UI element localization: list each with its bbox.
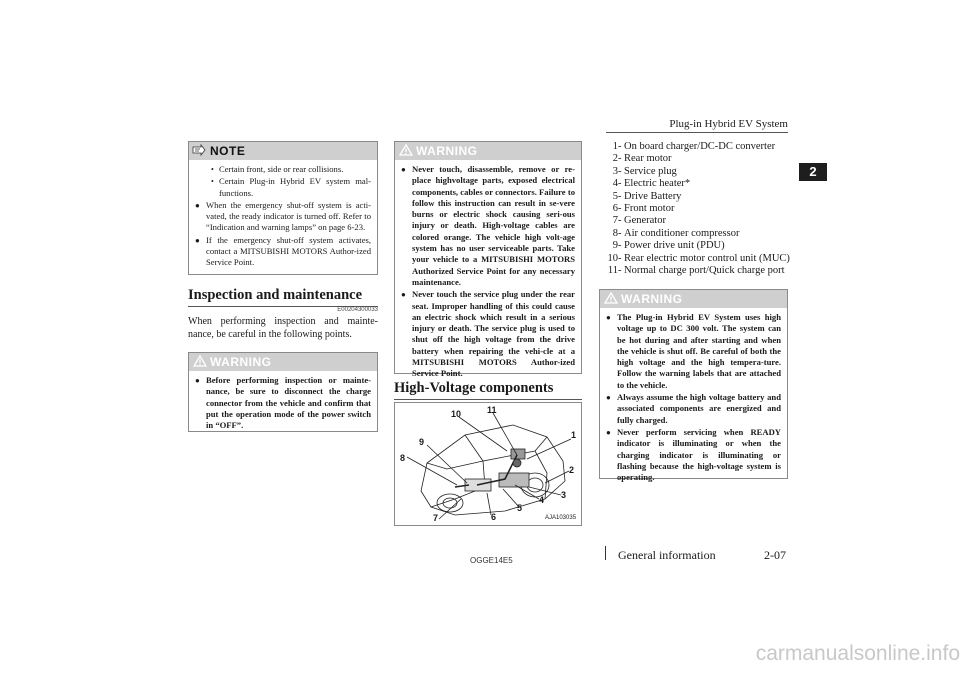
callout-4: 4 [539, 495, 545, 505]
component-item: 4 - Electric heater* [612, 178, 691, 190]
hv-system-warning-box [599, 289, 788, 483]
bullet-circle: ● [401, 165, 406, 174]
running-title: Plug-in Hybrid EV System [669, 118, 788, 130]
footer-rule [605, 546, 606, 560]
bullet-circle: ● [606, 313, 611, 322]
note-icon [192, 144, 206, 159]
doc-code: OGGE14E5 [470, 556, 513, 565]
bullet-circle: ● [606, 427, 611, 437]
callout-6: 6 [491, 512, 497, 522]
warning-item: ● Before performing inspection or mainte-nance, be sure to disconnect the charge connector from the vehicle and confirm that put the operation mode of the power switch in “OFF”. [195, 375, 371, 431]
component-item: 2 - Rear motor [612, 153, 672, 165]
note-item: ● When the emergency shut-off system is acti-vated, the ready indicator is turned off. Refer to “Indication and warning lamps” on page 6-23. [195, 199, 371, 233]
note-box [188, 141, 378, 275]
inspection-section [188, 287, 378, 341]
bullet-circle: ● [606, 393, 611, 403]
header-rule [606, 132, 788, 133]
note-header [189, 142, 377, 160]
warning-header [600, 290, 787, 308]
callout-3: 3 [561, 490, 567, 500]
chapter-tab: 2 [799, 163, 827, 181]
component-item: 6 - Front motor [612, 203, 675, 215]
callout-8: 8 [400, 453, 406, 463]
warning-header [189, 353, 377, 371]
inspection-warning-box [188, 352, 378, 432]
warning-body [189, 371, 377, 438]
warning-triangle-icon [399, 144, 413, 159]
bullet-circle: ● [401, 290, 406, 300]
warning-triangle-icon [604, 292, 618, 307]
component-item: 5 - Drive Battery [612, 190, 682, 202]
callout-5: 5 [517, 503, 523, 513]
hv-warning-box [394, 141, 582, 379]
warning-item: ● Always assume the high voltage battery and associated components are energized and fully charged. [606, 392, 781, 425]
note-subitem: • Certain Plug-in Hybrid EV system mal-functions. [211, 176, 371, 198]
bullet-circle: ● [195, 235, 200, 245]
footer-section-title: General information [618, 548, 716, 562]
car-diagram [395, 403, 581, 525]
note-item: ● If the emergency shut-off system activates, contact a MITSUBISHI MOTORS Author-ized Service Point. [195, 234, 371, 268]
inspection-heading: Inspection and maintenance [188, 287, 378, 307]
warning-title: WARNING [621, 292, 683, 306]
callout-7: 7 [433, 513, 439, 523]
callout-1: 1 [571, 430, 577, 440]
warning-body [600, 308, 787, 490]
page-number: 2-07 [764, 548, 786, 562]
warning-body [395, 160, 581, 387]
component-item: 10 - Rear electric motor control unit (MUC) [607, 252, 790, 264]
bullet-dot: • [211, 165, 214, 174]
warning-item: ● Never touch, disassemble, remove or re-place highvoltage parts, exposed electrical components, cables or connectors. Failure to follow this instruction can result in se-vere burns or electric shock causing seri-ous injury or death. High-voltage cables are colored orange. The vehicle high volt-age system has no user serviceable parts. Take your vehicle to a MITSUBISHI MOTORS Authorized Service Point for any necessary maintenance. [401, 164, 575, 287]
bullet-circle: ● [195, 200, 200, 210]
warning-title: WARNING [210, 355, 272, 369]
hv-components-heading: High-Voltage components [394, 380, 582, 400]
inspection-text: When performing inspection and mainte-nance, be careful in the following points. [188, 316, 378, 340]
figure-code: AJA103035 [545, 515, 577, 521]
callout-2: 2 [569, 465, 575, 475]
note-body [189, 160, 377, 276]
warning-item: ● Never touch the service plug under the rear seat. Improper handling of this could cause an electric shock which result in a serious injury or death. The service plug is used to shut off the high voltage from the drive battery when repairing the vehi-cle at a MITSUBISHI MOTORS Author-ized Service Point. [401, 289, 575, 379]
component-item: 1 - On board charger/DC-DC converter [612, 141, 776, 152]
component-list [600, 141, 790, 277]
hv-components-figure [394, 402, 582, 526]
component-item: 8 - Air conditioner compressor [612, 227, 740, 239]
callout-11: 11 [487, 405, 497, 415]
bullet-circle: ● [195, 376, 200, 385]
note-subitem: • Certain front, side or rear collisions. [211, 164, 344, 174]
watermark: carmanualsonline.info [755, 642, 960, 665]
callout-10: 10 [451, 409, 462, 419]
note-title: NOTE [210, 144, 246, 158]
bullet-dot: • [211, 177, 214, 187]
warning-triangle-icon [193, 355, 207, 370]
component-item: 7 - Generator [612, 215, 666, 227]
callout-9: 9 [419, 437, 425, 447]
component-item: 3 - Service plug [612, 165, 677, 177]
warning-item: ● Never perform servicing when READY indicator is illuminating or when the charging indicator is illuminating or flashing because the high-voltage system is operating. [606, 426, 781, 483]
component-item: 11 - Normal charge port/Quick charge port [607, 265, 785, 277]
warning-title: WARNING [416, 144, 478, 158]
warning-header [395, 142, 581, 160]
warning-item: ● The Plug-in Hybrid EV System uses high voltage up to DC 300 volt. The system can be hot during and after starting and when the vehicle is shut off. Be careful of both the high voltage and the high tempera-ture. Follow the warning labels that are attached to the vehicle. [606, 312, 781, 390]
inspection-code: E00204300033 [337, 307, 378, 313]
component-item: 9 - Power drive unit (PDU) [612, 240, 725, 252]
